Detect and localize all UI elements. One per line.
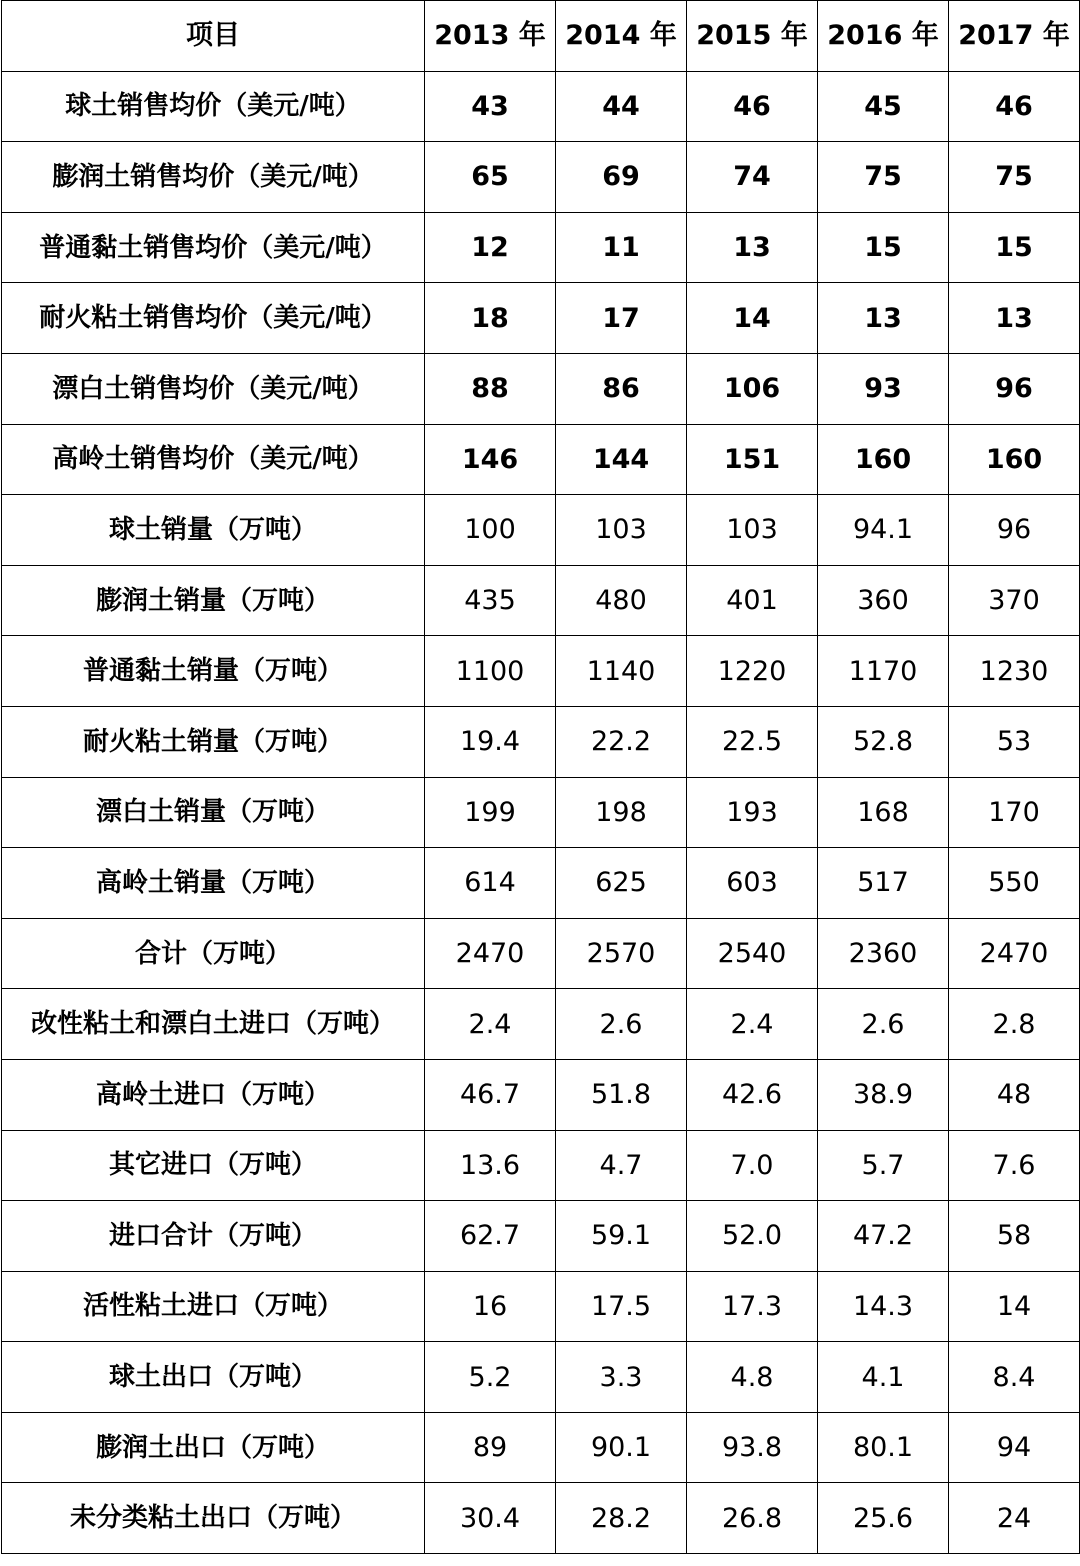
table-cell: 1230 <box>949 636 1080 707</box>
table-cell: 106 <box>687 353 818 424</box>
row-label: 普通黏土销售均价（美元/吨） <box>2 212 425 283</box>
table-cell: 69 <box>556 142 687 213</box>
table-row <box>2 706 1080 777</box>
row-label: 膨润土销售均价（美元/吨） <box>2 142 425 213</box>
header-year-2015: 2015 年 <box>687 1 818 72</box>
table-cell: 58 <box>949 1201 1080 1272</box>
table-cell: 603 <box>687 848 818 919</box>
data-table-container <box>1 0 1078 1554</box>
table-cell: 480 <box>556 565 687 636</box>
table-cell: 94.1 <box>818 495 949 566</box>
table-cell: 52.8 <box>818 706 949 777</box>
table-row <box>2 71 1080 142</box>
table-cell: 12 <box>425 212 556 283</box>
table-cell: 45 <box>818 71 949 142</box>
table-cell: 75 <box>818 142 949 213</box>
table-cell: 13 <box>818 283 949 354</box>
row-label: 球土销量（万吨） <box>2 495 425 566</box>
table-cell: 14 <box>949 1271 1080 1342</box>
table-cell: 93.8 <box>687 1412 818 1483</box>
table-cell: 199 <box>425 777 556 848</box>
table-cell: 59.1 <box>556 1201 687 1272</box>
table-row <box>2 1483 1080 1554</box>
table-cell: 28.2 <box>556 1483 687 1554</box>
table-cell: 15 <box>818 212 949 283</box>
table-cell: 47.2 <box>818 1201 949 1272</box>
table-cell: 62.7 <box>425 1201 556 1272</box>
table-cell: 94 <box>949 1412 1080 1483</box>
table-cell: 51.8 <box>556 1059 687 1130</box>
table-row <box>2 212 1080 283</box>
row-label: 漂白土销量（万吨） <box>2 777 425 848</box>
table-row <box>2 1412 1080 1483</box>
table-row <box>2 918 1080 989</box>
header-item: 项目 <box>2 1 425 72</box>
table-cell: 17.3 <box>687 1271 818 1342</box>
table-row <box>2 636 1080 707</box>
table-cell: 1170 <box>818 636 949 707</box>
table-cell: 15 <box>949 212 1080 283</box>
table-cell: 96 <box>949 353 1080 424</box>
table-cell: 170 <box>949 777 1080 848</box>
table-cell: 7.6 <box>949 1130 1080 1201</box>
row-label: 合计（万吨） <box>2 918 425 989</box>
table-cell: 16 <box>425 1271 556 1342</box>
table-cell: 13.6 <box>425 1130 556 1201</box>
table-cell: 43 <box>425 71 556 142</box>
table-cell: 46 <box>949 71 1080 142</box>
table-cell: 435 <box>425 565 556 636</box>
table-cell: 2.8 <box>949 989 1080 1060</box>
table-cell: 625 <box>556 848 687 919</box>
table-row <box>2 1271 1080 1342</box>
table-cell: 550 <box>949 848 1080 919</box>
row-label: 膨润土销量（万吨） <box>2 565 425 636</box>
table-cell: 17 <box>556 283 687 354</box>
table-cell: 103 <box>556 495 687 566</box>
table-row <box>2 565 1080 636</box>
table-cell: 44 <box>556 71 687 142</box>
table-cell: 93 <box>818 353 949 424</box>
table-cell: 96 <box>949 495 1080 566</box>
table-cell: 2.6 <box>556 989 687 1060</box>
row-label: 进口合计（万吨） <box>2 1201 425 1272</box>
table-cell: 2.4 <box>687 989 818 1060</box>
table-cell: 14 <box>687 283 818 354</box>
table-row <box>2 848 1080 919</box>
table-cell: 75 <box>949 142 1080 213</box>
table-row <box>2 353 1080 424</box>
row-label: 耐火粘土销售均价（美元/吨） <box>2 283 425 354</box>
table-cell: 4.7 <box>556 1130 687 1201</box>
table-cell: 26.8 <box>687 1483 818 1554</box>
table-cell: 160 <box>818 424 949 495</box>
table-cell: 18 <box>425 283 556 354</box>
table-cell: 8.4 <box>949 1342 1080 1413</box>
table-cell: 88 <box>425 353 556 424</box>
table-cell: 42.6 <box>687 1059 818 1130</box>
table-cell: 2570 <box>556 918 687 989</box>
table-cell: 80.1 <box>818 1412 949 1483</box>
table-cell: 1100 <box>425 636 556 707</box>
table-cell: 103 <box>687 495 818 566</box>
table-cell: 370 <box>949 565 1080 636</box>
table-cell: 48 <box>949 1059 1080 1130</box>
table-cell: 53 <box>949 706 1080 777</box>
table-cell: 38.9 <box>818 1059 949 1130</box>
table-header-row <box>2 1 1080 72</box>
table-row <box>2 495 1080 566</box>
table-cell: 2.4 <box>425 989 556 1060</box>
table-row <box>2 283 1080 354</box>
table-cell: 160 <box>949 424 1080 495</box>
table-cell: 46 <box>687 71 818 142</box>
table-cell: 151 <box>687 424 818 495</box>
table-cell: 30.4 <box>425 1483 556 1554</box>
table-cell: 100 <box>425 495 556 566</box>
row-label: 高岭土销量（万吨） <box>2 848 425 919</box>
table-cell: 614 <box>425 848 556 919</box>
table-row <box>2 989 1080 1060</box>
row-label: 膨润土出口（万吨） <box>2 1412 425 1483</box>
table-cell: 89 <box>425 1412 556 1483</box>
table-row <box>2 1201 1080 1272</box>
table-cell: 144 <box>556 424 687 495</box>
table-cell: 65 <box>425 142 556 213</box>
table-cell: 1140 <box>556 636 687 707</box>
table-cell: 198 <box>556 777 687 848</box>
table-row <box>2 1059 1080 1130</box>
table-cell: 3.3 <box>556 1342 687 1413</box>
table-row <box>2 424 1080 495</box>
table-cell: 25.6 <box>818 1483 949 1554</box>
table-cell: 14.3 <box>818 1271 949 1342</box>
table-cell: 46.7 <box>425 1059 556 1130</box>
table-cell: 22.2 <box>556 706 687 777</box>
table-cell: 86 <box>556 353 687 424</box>
table-cell: 52.0 <box>687 1201 818 1272</box>
table-cell: 401 <box>687 565 818 636</box>
header-year-2016: 2016 年 <box>818 1 949 72</box>
table-cell: 2540 <box>687 918 818 989</box>
table-cell: 74 <box>687 142 818 213</box>
table-cell: 2360 <box>818 918 949 989</box>
table-cell: 360 <box>818 565 949 636</box>
table-cell: 13 <box>949 283 1080 354</box>
table-cell: 90.1 <box>556 1412 687 1483</box>
row-label: 其它进口（万吨） <box>2 1130 425 1201</box>
table-cell: 24 <box>949 1483 1080 1554</box>
row-label: 未分类粘土出口（万吨） <box>2 1483 425 1554</box>
row-label: 高岭土进口（万吨） <box>2 1059 425 1130</box>
table-cell: 4.8 <box>687 1342 818 1413</box>
header-year-2014: 2014 年 <box>556 1 687 72</box>
table-cell: 11 <box>556 212 687 283</box>
table-body <box>2 71 1080 1553</box>
row-label: 球土出口（万吨） <box>2 1342 425 1413</box>
row-label: 耐火粘土销量（万吨） <box>2 706 425 777</box>
row-label: 普通黏土销量（万吨） <box>2 636 425 707</box>
table-cell: 146 <box>425 424 556 495</box>
row-label: 活性粘土进口（万吨） <box>2 1271 425 1342</box>
header-year-2013: 2013 年 <box>425 1 556 72</box>
table-cell: 2470 <box>949 918 1080 989</box>
table-cell: 2.6 <box>818 989 949 1060</box>
row-label: 漂白土销售均价（美元/吨） <box>2 353 425 424</box>
table-cell: 193 <box>687 777 818 848</box>
row-label: 改性粘土和漂白土进口（万吨） <box>2 989 425 1060</box>
table-cell: 7.0 <box>687 1130 818 1201</box>
table-cell: 2470 <box>425 918 556 989</box>
table-cell: 1220 <box>687 636 818 707</box>
row-label: 高岭土销售均价（美元/吨） <box>2 424 425 495</box>
table-cell: 22.5 <box>687 706 818 777</box>
table-row <box>2 142 1080 213</box>
table-cell: 17.5 <box>556 1271 687 1342</box>
table-cell: 5.7 <box>818 1130 949 1201</box>
table-row <box>2 1130 1080 1201</box>
header-year-2017: 2017 年 <box>949 1 1080 72</box>
table-cell: 19.4 <box>425 706 556 777</box>
table-cell: 13 <box>687 212 818 283</box>
clay-statistics-table <box>1 0 1080 1554</box>
table-cell: 517 <box>818 848 949 919</box>
table-row <box>2 1342 1080 1413</box>
table-row <box>2 777 1080 848</box>
table-cell: 5.2 <box>425 1342 556 1413</box>
table-cell: 4.1 <box>818 1342 949 1413</box>
row-label: 球土销售均价（美元/吨） <box>2 71 425 142</box>
table-cell: 168 <box>818 777 949 848</box>
